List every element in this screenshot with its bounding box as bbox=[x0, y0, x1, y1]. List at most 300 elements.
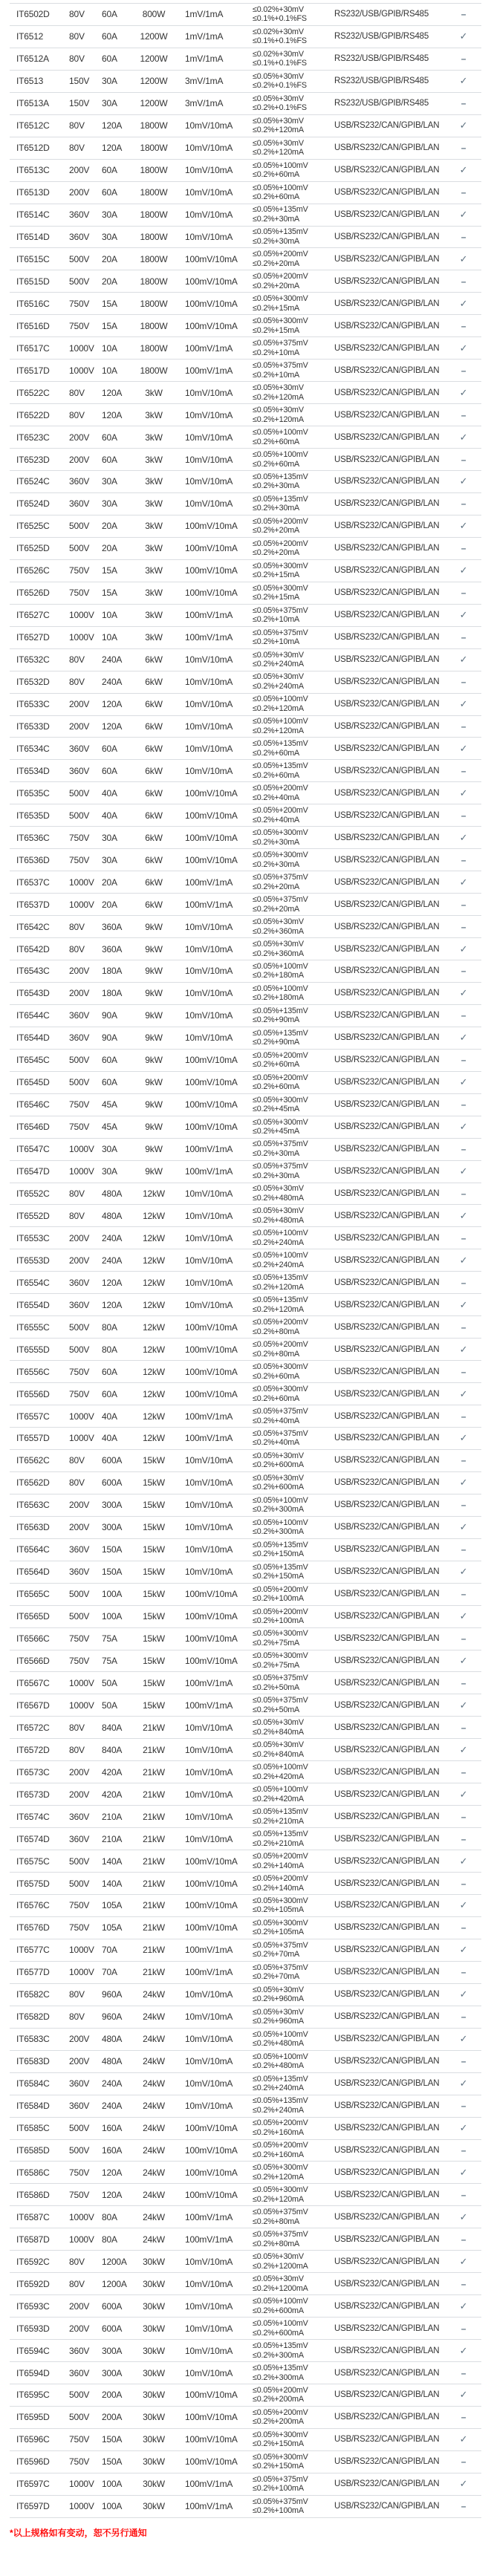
resolution-cell: 10mV/10mA bbox=[185, 2034, 233, 2045]
accuracy-line-1: ≤0.05%+135mV bbox=[253, 494, 308, 504]
interfaces-cell: USB/RS232/CAN/GPIB/LAN bbox=[334, 1545, 440, 1555]
accuracy-line-1: ≤0.05%+200mV bbox=[253, 1607, 308, 1616]
resolution-cell: 100mV/10mA bbox=[185, 1388, 238, 1399]
current-cell: 200A bbox=[102, 2412, 123, 2423]
accuracy-cell bbox=[253, 1006, 334, 1025]
model-cell: IT6535D bbox=[16, 810, 50, 821]
accuracy-line-1: ≤0.05%+375mV bbox=[253, 1674, 308, 1683]
voltage-cell: 360V bbox=[69, 743, 90, 754]
table-row bbox=[10, 1539, 481, 1561]
resolution-cell: 10mV/10mA bbox=[185, 209, 233, 221]
model-cell: IT6542C bbox=[16, 921, 50, 932]
resolution-cell: 10mV/10mA bbox=[185, 1989, 233, 2000]
resolution-cell: 10mV/10mA bbox=[185, 2256, 233, 2267]
power-cell: 21kW bbox=[143, 1945, 165, 1956]
table-row bbox=[10, 649, 481, 671]
voltage-cell: 80V bbox=[69, 1477, 85, 1489]
resolution-cell: 100mV/10mA bbox=[185, 565, 238, 576]
voltage-cell: 500V bbox=[69, 1321, 90, 1333]
accuracy-cell bbox=[253, 2252, 334, 2271]
power-cell: 3kW bbox=[145, 543, 163, 554]
model-cell: IT6563D bbox=[16, 1522, 50, 1533]
accuracy-line-1: ≤0.05%+300mV bbox=[253, 2452, 308, 2462]
resolution-cell: 100mV/1mA bbox=[185, 1945, 233, 1956]
availability-mark: ✓ bbox=[459, 475, 468, 487]
model-cell: IT6592C bbox=[16, 2256, 50, 2267]
accuracy-cell bbox=[253, 562, 334, 580]
table-row bbox=[10, 1161, 481, 1183]
current-cell: 105A bbox=[102, 1900, 123, 1911]
accuracy-cell bbox=[253, 1051, 334, 1070]
power-cell: 30kW bbox=[143, 2300, 165, 2312]
current-cell: 60A bbox=[102, 1077, 117, 1088]
accuracy-line-1: ≤0.02%+30mV bbox=[253, 49, 304, 59]
resolution-cell: 10mV/10mA bbox=[185, 1567, 233, 1578]
voltage-cell: 1000V bbox=[69, 1677, 94, 1688]
current-cell: 30A bbox=[102, 1144, 117, 1155]
interfaces-cell: USB/RS232/CAN/GPIB/LAN bbox=[334, 121, 440, 131]
current-cell: 120A bbox=[102, 2167, 123, 2178]
resolution-cell: 100mV/10mA bbox=[185, 1900, 238, 1911]
voltage-cell: 1000V bbox=[69, 2479, 94, 2490]
interfaces-cell: USB/RS232/CAN/GPIB/LAN bbox=[334, 1278, 440, 1287]
table-row bbox=[10, 182, 481, 204]
accuracy-line-1: ≤0.05%+200mV bbox=[253, 272, 308, 282]
availability-mark: ✓ bbox=[459, 253, 468, 264]
model-cell: IT6564C bbox=[16, 1544, 50, 1555]
power-cell: 24kW bbox=[143, 2167, 165, 2178]
voltage-cell: 500V bbox=[69, 2144, 90, 2156]
accuracy-line-2: ≤0.2%+140mA bbox=[253, 1883, 304, 1893]
power-cell: 1200W bbox=[140, 53, 168, 65]
accuracy-line-2: ≤0.2%+180mA bbox=[253, 993, 304, 1003]
voltage-cell: 500V bbox=[69, 810, 90, 821]
current-cell: 60A bbox=[102, 9, 117, 20]
voltage-cell: 80V bbox=[69, 654, 85, 666]
table-row bbox=[10, 960, 481, 983]
resolution-cell: 100mV/1mA bbox=[185, 365, 233, 376]
accuracy-line-1: ≤0.05%+100mV bbox=[253, 1251, 308, 1261]
accuracy-cell bbox=[253, 539, 334, 558]
power-cell: 24kW bbox=[143, 2211, 165, 2222]
availability-mark: – bbox=[461, 1878, 466, 1889]
current-cell: 150A bbox=[102, 1544, 123, 1555]
accuracy-cell bbox=[253, 1073, 334, 1092]
availability-mark: – bbox=[461, 1633, 466, 1645]
voltage-cell: 80V bbox=[69, 143, 85, 154]
voltage-cell: 1000V bbox=[69, 342, 94, 354]
availability-mark: – bbox=[461, 1589, 466, 1600]
table-row bbox=[10, 404, 481, 426]
current-cell: 300A bbox=[102, 2345, 123, 2356]
accuracy-line-1: ≤0.05%+100mV bbox=[253, 1763, 308, 1772]
accuracy-cell bbox=[253, 1139, 334, 1158]
accuracy-line-2: ≤0.2%+30mA bbox=[253, 504, 300, 513]
resolution-cell: 10mV/10mA bbox=[185, 1522, 233, 1533]
table-row bbox=[10, 1761, 481, 1783]
model-cell: IT6546D bbox=[16, 1122, 50, 1133]
voltage-cell: 360V bbox=[69, 209, 90, 221]
table-row bbox=[10, 1850, 481, 1873]
current-cell: 420A bbox=[102, 1766, 123, 1777]
availability-mark: ✓ bbox=[459, 2122, 468, 2134]
resolution-cell: 10mV/10mA bbox=[185, 1544, 233, 1555]
accuracy-line-1: ≤0.05%+30mV bbox=[253, 116, 304, 126]
resolution-cell: 3mV/1mA bbox=[185, 76, 224, 87]
current-cell: 600A bbox=[102, 2300, 123, 2312]
model-cell: IT6537C bbox=[16, 876, 50, 888]
accuracy-line-1: ≤0.05%+200mV bbox=[253, 1340, 308, 1350]
availability-mark: ✓ bbox=[459, 742, 468, 754]
accuracy-line-2: ≤0.2%+480mA bbox=[253, 2061, 304, 2071]
model-cell: IT6573D bbox=[16, 1789, 50, 1800]
interfaces-cell: USB/RS232/CAN/GPIB/LAN bbox=[334, 1678, 440, 1688]
resolution-cell: 10mV/10mA bbox=[185, 2078, 233, 2089]
interfaces-cell: RS232/USB/GPIB/RS485 bbox=[334, 99, 429, 108]
accuracy-line-2: ≤0.2%+10mA bbox=[253, 637, 300, 647]
current-cell: 240A bbox=[102, 654, 123, 666]
spec-table-body bbox=[10, 4, 481, 2518]
model-cell: IT6543C bbox=[16, 966, 50, 977]
model-cell: IT6522D bbox=[16, 409, 50, 420]
power-cell: 21kW bbox=[143, 1967, 165, 1978]
table-row bbox=[10, 2318, 481, 2340]
accuracy-line-1: ≤0.05%+30mV bbox=[253, 406, 304, 415]
model-cell: IT6525C bbox=[16, 521, 50, 532]
current-cell: 240A bbox=[102, 2101, 123, 2112]
model-cell: IT6553C bbox=[16, 1232, 50, 1243]
power-cell: 21kW bbox=[143, 1766, 165, 1777]
resolution-cell: 100mV/10mA bbox=[185, 1633, 238, 1645]
power-cell: 30kW bbox=[143, 2278, 165, 2289]
voltage-cell: 500V bbox=[69, 2390, 90, 2401]
power-cell: 9kW bbox=[145, 1122, 163, 1133]
voltage-cell: 80V bbox=[69, 2278, 85, 2289]
availability-mark: – bbox=[461, 1321, 466, 1333]
interfaces-cell: USB/RS232/CAN/GPIB/LAN bbox=[334, 633, 440, 643]
voltage-cell: 80V bbox=[69, 921, 85, 932]
resolution-cell: 100mV/1mA bbox=[185, 899, 233, 910]
availability-mark: ✓ bbox=[459, 297, 468, 309]
resolution-cell: 10mV/10mA bbox=[185, 2278, 233, 2289]
model-cell: IT6512 bbox=[16, 31, 44, 42]
accuracy-cell bbox=[253, 1162, 334, 1180]
accuracy-line-2: ≤0.2%+90mA bbox=[253, 1038, 300, 1047]
current-cell: 60A bbox=[102, 743, 117, 754]
accuracy-line-2: ≤0.2%+300mA bbox=[253, 2350, 304, 2360]
power-cell: 6kW bbox=[145, 787, 163, 799]
current-cell: 30A bbox=[102, 832, 117, 843]
resolution-cell: 100mV/1mA bbox=[185, 2479, 233, 2490]
resolution-cell: 10mV/10mA bbox=[185, 943, 233, 954]
resolution-cell: 100mV/1mA bbox=[185, 1967, 233, 1978]
accuracy-cell bbox=[253, 1541, 334, 1559]
availability-mark: ✓ bbox=[459, 787, 468, 799]
availability-mark: ✓ bbox=[459, 1521, 468, 1533]
accuracy-line-2: ≤0.2%+90mA bbox=[253, 1015, 300, 1025]
model-cell: IT6527C bbox=[16, 610, 50, 621]
voltage-cell: 80V bbox=[69, 120, 85, 131]
accuracy-line-1: ≤0.05%+100mV bbox=[253, 2319, 308, 2328]
power-cell: 800W bbox=[142, 9, 166, 20]
table-row bbox=[10, 1584, 481, 1606]
model-cell: IT6587D bbox=[16, 2234, 50, 2245]
availability-mark: ✓ bbox=[459, 2255, 468, 2267]
current-cell: 150A bbox=[102, 2434, 123, 2445]
accuracy-line-1: ≤0.02%+30mV bbox=[253, 27, 304, 36]
power-cell: 3kW bbox=[145, 432, 163, 443]
accuracy-line-2: ≤0.2%+70mA bbox=[253, 1950, 300, 1959]
power-cell: 24kW bbox=[143, 2034, 165, 2045]
interfaces-cell: USB/RS232/CAN/GPIB/LAN bbox=[334, 966, 440, 976]
accuracy-line-1: ≤0.05%+300mV bbox=[253, 1651, 308, 1661]
current-cell: 120A bbox=[102, 2189, 123, 2200]
accuracy-cell bbox=[253, 339, 334, 357]
accuracy-line-2: ≤0.2%+840mA bbox=[253, 1749, 304, 1759]
table-row bbox=[10, 1072, 481, 1094]
voltage-cell: 200V bbox=[69, 1522, 90, 1533]
voltage-cell: 360V bbox=[69, 2101, 90, 2112]
power-cell: 6kW bbox=[145, 899, 163, 910]
model-cell: IT6585D bbox=[16, 2144, 50, 2156]
accuracy-line-1: ≤0.05%+100mV bbox=[253, 983, 308, 993]
model-cell: IT6516C bbox=[16, 298, 50, 309]
accuracy-line-2: ≤0.2%+140mA bbox=[253, 1861, 304, 1870]
accuracy-cell bbox=[253, 1518, 334, 1537]
current-cell: 10A bbox=[102, 365, 117, 376]
interfaces-cell: USB/RS232/CAN/GPIB/LAN bbox=[334, 1700, 440, 1710]
accuracy-line-2: ≤0.2%+480mA bbox=[253, 1215, 304, 1225]
interfaces-cell: USB/RS232/CAN/GPIB/LAN bbox=[334, 455, 440, 464]
accuracy-line-2: ≤0.2%+15mA bbox=[253, 570, 300, 580]
resolution-cell: 100mV/10mA bbox=[185, 1321, 238, 1333]
availability-mark: ✓ bbox=[459, 1121, 468, 1133]
accuracy-line-1: ≤0.05%+300mV bbox=[253, 2185, 308, 2195]
interfaces-cell: USB/RS232/CAN/GPIB/LAN bbox=[334, 276, 440, 286]
power-cell: 9kW bbox=[145, 1032, 163, 1044]
model-cell: IT6567D bbox=[16, 1700, 50, 1711]
accuracy-line-1: ≤0.05%+30mV bbox=[253, 138, 304, 148]
availability-mark: ✓ bbox=[459, 342, 468, 354]
availability-mark: ✓ bbox=[459, 2478, 468, 2490]
accuracy-line-1: ≤0.05%+100mV bbox=[253, 2052, 308, 2061]
model-cell: IT6513C bbox=[16, 165, 50, 176]
table-row bbox=[10, 1739, 481, 1761]
power-cell: 21kW bbox=[143, 1789, 165, 1800]
accuracy-cell bbox=[253, 117, 334, 135]
availability-mark: ✓ bbox=[459, 1343, 468, 1355]
power-cell: 15kW bbox=[143, 1589, 165, 1600]
voltage-cell: 200V bbox=[69, 721, 90, 732]
accuracy-cell bbox=[253, 1807, 334, 1826]
power-cell: 6kW bbox=[145, 832, 163, 843]
voltage-cell: 750V bbox=[69, 298, 90, 309]
interfaces-cell: USB/RS232/CAN/GPIB/LAN bbox=[334, 944, 440, 954]
accuracy-line-2: ≤0.2%+120mA bbox=[253, 2194, 304, 2204]
accuracy-line-1: ≤0.05%+100mV bbox=[253, 2029, 308, 2039]
current-cell: 80A bbox=[102, 2211, 117, 2222]
accuracy-line-2: ≤0.2%+160mA bbox=[253, 2128, 304, 2138]
interfaces-cell: USB/RS232/CAN/GPIB/LAN bbox=[334, 343, 440, 353]
power-cell: 15kW bbox=[143, 1656, 165, 1666]
accuracy-line-2: ≤0.2%+40mA bbox=[253, 815, 300, 824]
power-cell: 1800W bbox=[140, 209, 168, 221]
table-row bbox=[10, 605, 481, 627]
availability-mark: – bbox=[461, 1232, 466, 1243]
accuracy-cell bbox=[253, 761, 334, 780]
power-cell: 12kW bbox=[143, 1433, 165, 1444]
current-cell: 30A bbox=[102, 498, 117, 510]
current-cell: 100A bbox=[102, 1611, 123, 1622]
accuracy-cell bbox=[253, 2274, 334, 2293]
resolution-cell: 10mV/10mA bbox=[185, 232, 233, 242]
model-cell: IT6543D bbox=[16, 988, 50, 999]
resolution-cell: 100mV/10mA bbox=[185, 787, 238, 799]
resolution-cell: 10mV/10mA bbox=[185, 1455, 233, 1466]
accuracy-line-1: ≤0.05%+200mV bbox=[253, 2407, 308, 2417]
model-cell: IT6544C bbox=[16, 1010, 50, 1021]
table-row bbox=[10, 360, 481, 382]
accuracy-cell bbox=[253, 984, 334, 1003]
voltage-cell: 1000V bbox=[69, 1166, 94, 1177]
resolution-cell: 100mV/10mA bbox=[185, 276, 238, 287]
resolution-cell: 10mV/10mA bbox=[185, 120, 233, 131]
availability-mark: ✓ bbox=[459, 1254, 468, 1266]
current-cell: 960A bbox=[102, 2011, 123, 2023]
accuracy-line-2: ≤0.2%+120mA bbox=[253, 1304, 304, 1314]
accuracy-line-2: ≤0.2%+60mA bbox=[253, 459, 300, 469]
accuracy-line-2: ≤0.2%+480mA bbox=[253, 1193, 304, 1203]
voltage-cell: 360V bbox=[69, 2345, 90, 2356]
accuracy-line-2: ≤0.2%+300mA bbox=[253, 2372, 304, 2382]
interfaces-cell: USB/RS232/CAN/GPIB/LAN bbox=[334, 922, 440, 931]
accuracy-cell bbox=[253, 1563, 334, 1581]
table-row bbox=[10, 1783, 481, 1806]
availability-mark: ✓ bbox=[459, 565, 468, 576]
voltage-cell: 80V bbox=[69, 53, 85, 65]
resolution-cell: 100mV/10mA bbox=[185, 298, 238, 309]
voltage-cell: 750V bbox=[69, 1656, 90, 1666]
model-cell: IT6594C bbox=[16, 2345, 50, 2356]
table-row bbox=[10, 827, 481, 849]
accuracy-line-1: ≤0.05%+30mV bbox=[253, 2252, 304, 2262]
accuracy-line-2: ≤0.2%+300mA bbox=[253, 1505, 304, 1515]
table-row bbox=[10, 671, 481, 694]
accuracy-cell bbox=[253, 917, 334, 936]
resolution-cell: 10mV/10mA bbox=[185, 1210, 233, 1221]
availability-mark: ✓ bbox=[459, 1610, 468, 1622]
resolution-cell: 10mV/10mA bbox=[185, 187, 233, 198]
accuracy-cell bbox=[253, 250, 334, 268]
interfaces-cell: USB/RS232/CAN/GPIB/LAN bbox=[334, 877, 440, 887]
current-cell: 10A bbox=[102, 632, 117, 643]
accuracy-cell bbox=[253, 227, 334, 246]
accuracy-line-2: ≤0.2%+60mA bbox=[253, 1082, 300, 1092]
voltage-cell: 200V bbox=[69, 1500, 90, 1511]
accuracy-line-1: ≤0.05%+30mV bbox=[253, 917, 304, 926]
table-row bbox=[10, 160, 481, 182]
current-cell: 15A bbox=[102, 298, 117, 309]
accuracy-cell bbox=[253, 1829, 334, 1848]
accuracy-line-2: ≤0.2%+300mA bbox=[253, 1527, 304, 1537]
model-cell: IT6533C bbox=[16, 699, 50, 710]
current-cell: 60A bbox=[102, 1366, 117, 1377]
model-cell: IT6575C bbox=[16, 1855, 50, 1867]
resolution-cell: 10mV/10mA bbox=[185, 654, 233, 666]
current-cell: 840A bbox=[102, 1744, 123, 1755]
accuracy-line-1: ≤0.05%+30mV bbox=[253, 1206, 304, 1216]
accuracy-cell bbox=[253, 1273, 334, 1292]
availability-mark: ✓ bbox=[459, 609, 468, 621]
current-cell: 420A bbox=[102, 1789, 123, 1800]
model-cell: IT6523D bbox=[16, 454, 50, 465]
interfaces-cell: USB/RS232/CAN/GPIB/LAN bbox=[334, 1300, 440, 1310]
table-row bbox=[10, 1472, 481, 1494]
voltage-cell: 750V bbox=[69, 1099, 90, 1110]
accuracy-cell bbox=[253, 2297, 334, 2315]
voltage-cell: 750V bbox=[69, 1122, 90, 1133]
power-cell: 12kW bbox=[143, 1388, 165, 1399]
resolution-cell: 100mV/1mA bbox=[185, 1144, 233, 1155]
accuracy-cell bbox=[253, 2453, 334, 2471]
voltage-cell: 500V bbox=[69, 1055, 90, 1066]
voltage-cell: 80V bbox=[69, 2256, 85, 2267]
table-row bbox=[10, 782, 481, 804]
model-cell: IT6574C bbox=[16, 1811, 50, 1822]
availability-mark: ✓ bbox=[459, 1298, 468, 1310]
model-cell: IT6534C bbox=[16, 743, 50, 754]
accuracy-line-2: ≤0.2%+120mA bbox=[253, 392, 304, 402]
model-cell: IT6583D bbox=[16, 2056, 50, 2067]
accuracy-cell bbox=[253, 1229, 334, 1247]
voltage-cell: 360V bbox=[69, 2078, 90, 2089]
current-cell: 140A bbox=[102, 1878, 123, 1889]
power-cell: 3kW bbox=[145, 610, 163, 621]
current-cell: 80A bbox=[102, 2234, 117, 2245]
accuracy-cell bbox=[253, 1696, 334, 1714]
model-cell: IT6552C bbox=[16, 1188, 50, 1199]
interfaces-cell: USB/RS232/CAN/GPIB/LAN bbox=[334, 2101, 440, 2111]
table-row bbox=[10, 1650, 481, 1673]
accuracy-line-2: ≤0.2%+75mA bbox=[253, 1639, 300, 1648]
accuracy-cell bbox=[253, 1896, 334, 1915]
voltage-cell: 80V bbox=[69, 9, 85, 20]
accuracy-cell bbox=[253, 1763, 334, 1781]
accuracy-cell bbox=[253, 450, 334, 469]
interfaces-cell: USB/RS232/CAN/GPIB/LAN bbox=[334, 1990, 440, 2000]
table-row bbox=[10, 227, 481, 249]
current-cell: 960A bbox=[102, 1989, 123, 2000]
model-cell: IT6577C bbox=[16, 1945, 50, 1956]
power-cell: 24kW bbox=[143, 2078, 165, 2089]
voltage-cell: 360V bbox=[69, 2367, 90, 2378]
table-row bbox=[10, 538, 481, 560]
resolution-cell: 10mV/10mA bbox=[185, 1789, 233, 1800]
voltage-cell: 80V bbox=[69, 1455, 85, 1466]
interfaces-cell: USB/RS232/CAN/GPIB/LAN bbox=[334, 1767, 440, 1777]
model-cell: IT6594D bbox=[16, 2367, 50, 2378]
model-cell: IT6593C bbox=[16, 2300, 50, 2312]
accuracy-cell bbox=[253, 1963, 334, 1982]
resolution-cell: 10mV/10mA bbox=[185, 2101, 233, 2112]
table-row bbox=[10, 270, 481, 293]
accuracy-line-2: ≤0.2%+30mA bbox=[253, 1149, 300, 1159]
current-cell: 360A bbox=[102, 921, 123, 932]
table-row bbox=[10, 137, 481, 160]
current-cell: 20A bbox=[102, 253, 117, 264]
resolution-cell: 100mV/10mA bbox=[185, 2412, 238, 2423]
accuracy-line-1: ≤0.05%+30mV bbox=[253, 1740, 304, 1750]
